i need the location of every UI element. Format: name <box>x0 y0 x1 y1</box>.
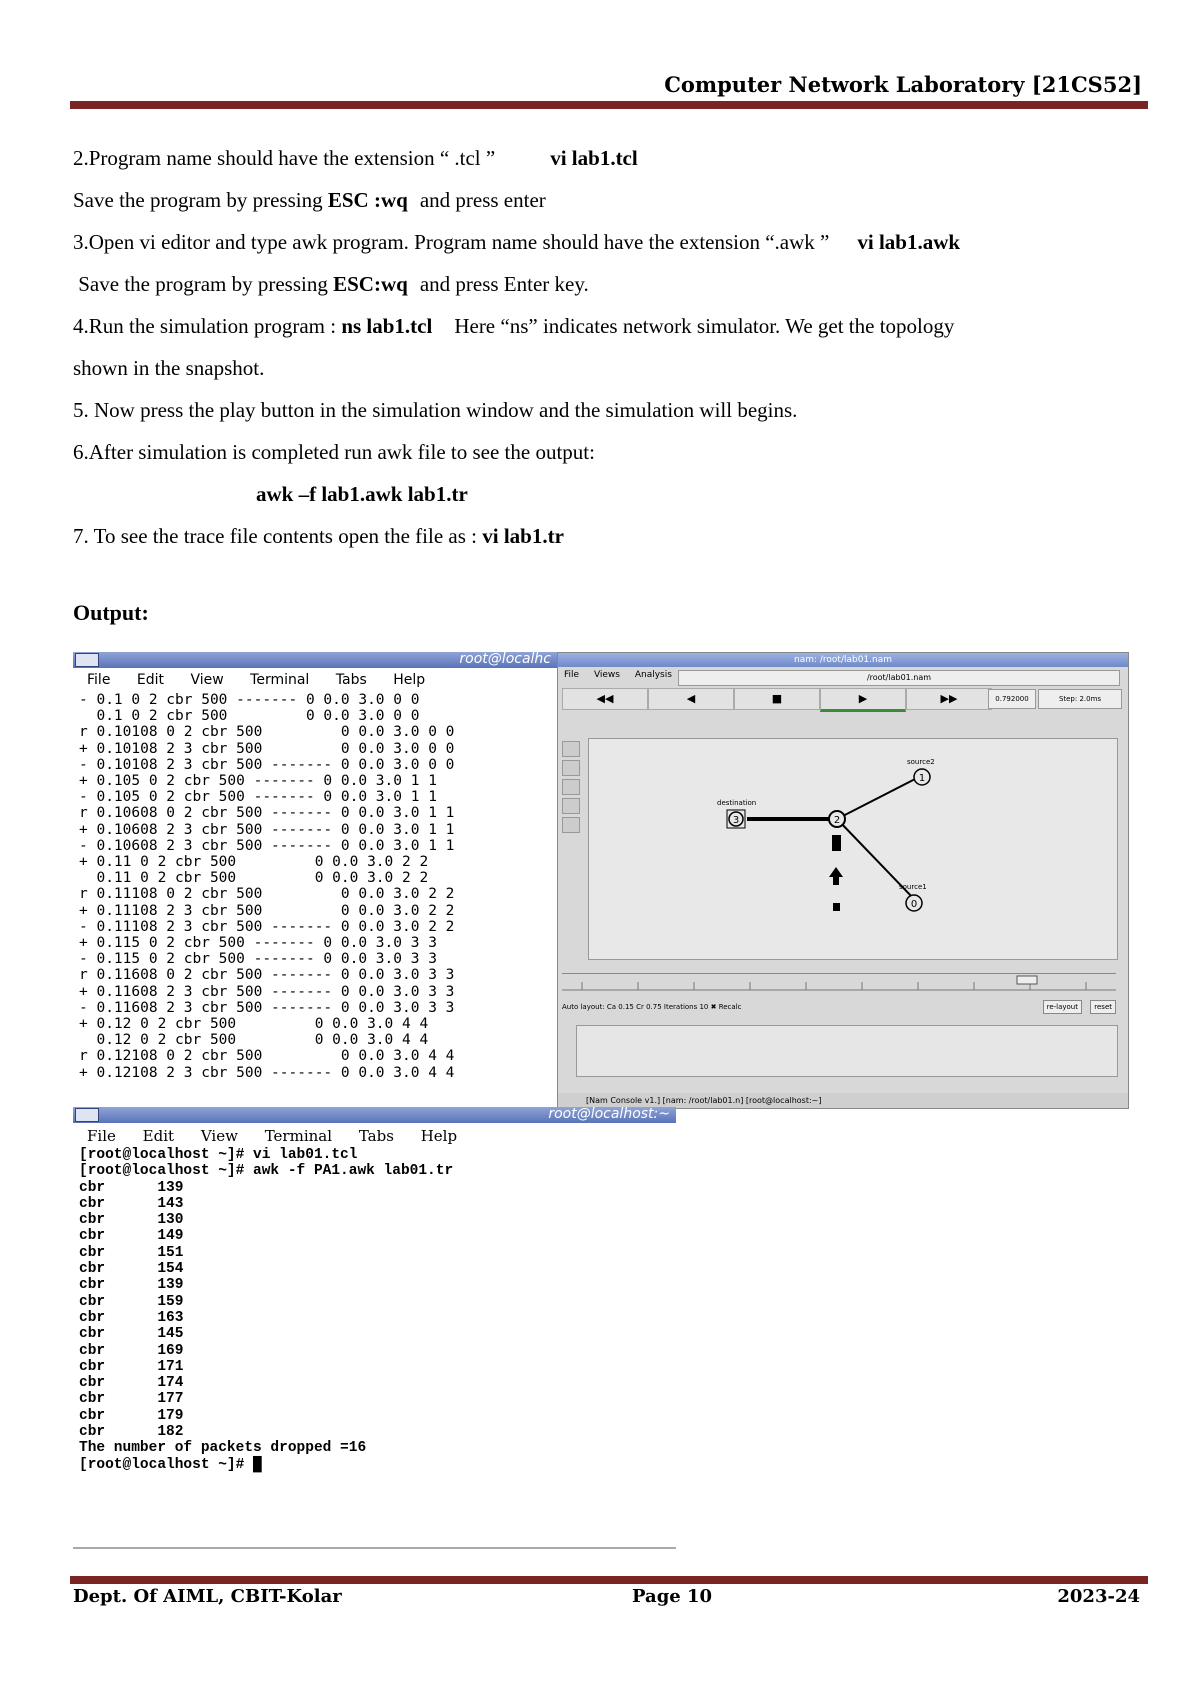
footer-rule <box>70 1576 1148 1584</box>
packet <box>833 903 840 911</box>
awk-line: cbr 169 <box>79 1342 184 1359</box>
stop-button[interactable]: ■ <box>734 688 820 710</box>
menu-edit[interactable]: Edit <box>142 1127 175 1145</box>
node-2-label: 2 <box>833 815 841 826</box>
refresh-icon[interactable] <box>562 798 580 814</box>
trace-line: 0.1 0 2 cbr 500 0 0.0 3.0 0 0 <box>79 708 420 725</box>
window-menu-button[interactable] <box>75 1108 99 1122</box>
trace-terminal-output <box>73 692 557 1081</box>
step-6-cmd: awk –f lab1.awk lab1.tr <box>256 482 468 506</box>
trace-line: r 0.11608 0 2 cbr 500 ------- 0 0.0 3.0 3 3 <box>79 967 455 984</box>
step-5: 5. Now press the play button in the simulation window and the simulation will begins. <box>73 398 798 422</box>
nam-topology-canvas[interactable] <box>588 738 1118 960</box>
step-7: 7. To see the trace file contents open the file as : vi lab1.tr <box>73 524 564 548</box>
rewind-button[interactable]: ◀◀ <box>562 688 648 710</box>
trace-line: 0.12 0 2 cbr 500 0 0.0 3.0 4 4 <box>79 1032 429 1049</box>
awk-line: [root@localhost ~]# █ <box>79 1456 262 1473</box>
menu-file[interactable]: File <box>87 1127 116 1145</box>
awk-line: cbr 130 <box>79 1212 184 1229</box>
nam-step-control[interactable]: Step: 2.0ms <box>1038 689 1122 709</box>
trace-line: - 0.10608 2 3 cbr 500 ------- 0 0.0 3.0 1 1 <box>79 837 455 854</box>
awk-line: The number of packets dropped =16 <box>79 1440 367 1457</box>
step-2: 2.Program name should have the extension “ .tcl ” vi lab1.tcl <box>73 146 638 170</box>
destination-label: destination <box>717 799 757 807</box>
step-2-save: Save the program by pressing ESC :wq and press enter <box>73 188 546 212</box>
awk-line: cbr 182 <box>79 1424 184 1441</box>
trace-line: r 0.10608 0 2 cbr 500 ------- 0 0.0 3.0 1 1 <box>79 805 455 822</box>
trace-line: - 0.105 0 2 cbr 500 ------- 0 0.0 3.0 1 1 <box>79 789 437 806</box>
trace-terminal-menubar <box>73 668 557 692</box>
auto-layout-settings: Auto layout: Ca 0.15 Cr 0.75 Iterations 10 ✖ Recalc <box>562 1003 742 1011</box>
trace-line: + 0.11608 2 3 cbr 500 ------- 0 0.0 3.0 3 3 <box>79 983 455 1000</box>
awk-line: cbr 154 <box>79 1261 184 1278</box>
menu-terminal[interactable]: Terminal <box>250 672 310 688</box>
play-button[interactable]: ▶ <box>820 688 906 712</box>
relayout-button[interactable]: re-layout <box>1043 1000 1082 1014</box>
awk-line: [root@localhost ~]# vi lab01.tcl <box>79 1147 358 1163</box>
awk-line: cbr 174 <box>79 1375 184 1392</box>
pan-icon[interactable] <box>562 779 580 795</box>
awk-terminal-title: root@localhost:~ <box>548 1107 670 1122</box>
packet <box>833 877 839 885</box>
node-3-label: 3 <box>732 815 740 826</box>
menu-tabs[interactable]: Tabs <box>335 672 367 688</box>
zoom-out-icon[interactable] <box>562 760 580 776</box>
awk-terminal-output <box>73 1147 676 1473</box>
awk-line: cbr 139 <box>79 1277 184 1294</box>
window-menu-button[interactable] <box>75 653 99 667</box>
nam-playback-controls <box>562 688 982 710</box>
nam-auto-layout-params <box>562 1003 1118 1011</box>
nam-menu-analysis[interactable]: Analysis <box>634 670 672 680</box>
menu-help[interactable]: Help <box>393 672 426 688</box>
nam-menu-file[interactable]: File <box>564 670 580 680</box>
topology-diagram <box>589 739 1117 959</box>
awk-line: cbr 151 <box>79 1244 184 1261</box>
trace-terminal-title: root@localhc <box>459 652 551 667</box>
awk-line: cbr 143 <box>79 1195 184 1212</box>
trace-line: + 0.12 0 2 cbr 500 0 0.0 3.0 4 4 <box>79 1016 429 1033</box>
menu-view[interactable]: View <box>190 672 224 688</box>
page-header-title: Computer Network Laboratory [21CS52] <box>664 72 1142 97</box>
trace-line: 0.11 0 2 cbr 500 0 0.0 3.0 2 2 <box>79 870 429 887</box>
instructions <box>73 137 1133 557</box>
reset-button[interactable]: reset <box>1090 1000 1116 1014</box>
trace-line: + 0.11108 2 3 cbr 500 0 0.0 3.0 2 2 <box>79 902 455 919</box>
step-4: 4.Run the simulation program : ns lab1.tcl Here “ns” indicates network simulator. We get the topology <box>73 314 955 338</box>
nam-timeline-slider[interactable] <box>562 973 1116 996</box>
footer-dept: Dept. Of AIML, CBIT-Kolar <box>73 1586 342 1607</box>
awk-line: cbr 145 <box>79 1326 184 1343</box>
nam-time-display: 0.792000 <box>988 689 1036 709</box>
awk-terminal-titlebar <box>73 1107 676 1123</box>
trace-line: - 0.11108 2 3 cbr 500 ------- 0 0.0 3.0 2 2 <box>79 918 455 935</box>
footer-page: Page 10 <box>632 1586 713 1607</box>
zoom-in-icon[interactable] <box>562 741 580 757</box>
trace-terminal-window <box>73 652 557 1107</box>
awk-line: cbr 149 <box>79 1228 184 1245</box>
trace-line: - 0.11608 2 3 cbr 500 ------- 0 0.0 3.0 3 3 <box>79 999 455 1016</box>
nam-file-field: /root/lab01.nam <box>678 670 1120 686</box>
awk-line: cbr 159 <box>79 1293 184 1310</box>
packet-queue <box>832 835 841 851</box>
trace-line: + 0.11 0 2 cbr 500 0 0.0 3.0 2 2 <box>79 854 429 871</box>
trace-line: r 0.10108 0 2 cbr 500 0 0.0 3.0 0 0 <box>79 724 455 741</box>
nam-annotation-log <box>576 1025 1118 1077</box>
output-label: Output: <box>73 600 149 625</box>
trace-line: - 0.10108 2 3 cbr 500 ------- 0 0.0 3.0 0 0 <box>79 756 455 773</box>
source1-label: source1 <box>899 883 927 891</box>
step-3-save: Save the program by pressing ESC:wq and press Enter key. <box>78 272 589 296</box>
footer-year: 2023-24 <box>1057 1586 1140 1607</box>
step-3: 3.Open vi editor and type awk program. Program name should have the extension “.awk ” vi lab1.awk <box>73 230 961 254</box>
nam-zoom-tools <box>562 738 584 958</box>
source2-label: source2 <box>907 758 935 766</box>
awk-terminal-window <box>73 1107 676 1549</box>
trace-line: + 0.12108 2 3 cbr 500 ------- 0 0.0 3.0 4 4 <box>79 1064 455 1081</box>
awk-line: cbr 177 <box>79 1391 184 1408</box>
awk-line: cbr 163 <box>79 1309 184 1326</box>
node-icon[interactable] <box>562 817 580 833</box>
step-4-cont: shown in the snapshot. <box>73 356 265 380</box>
trace-line: + 0.115 0 2 cbr 500 ------- 0 0.0 3.0 3 3 <box>79 935 437 952</box>
step-6: 6.After simulation is completed run awk file to see the output: <box>73 440 595 464</box>
awk-line: cbr 179 <box>79 1407 184 1424</box>
node-0-label: 0 <box>910 899 918 910</box>
menu-file[interactable]: File <box>87 672 111 688</box>
menu-tabs[interactable]: Tabs <box>358 1127 394 1145</box>
trace-line: r 0.11108 0 2 cbr 500 0 0.0 3.0 2 2 <box>79 886 455 903</box>
awk-line: cbr 171 <box>79 1358 184 1375</box>
menu-edit[interactable]: Edit <box>136 672 165 688</box>
header-rule <box>70 101 1148 109</box>
trace-line: - 0.1 0 2 cbr 500 ------- 0 0.0 3.0 0 0 <box>79 692 420 708</box>
desktop-taskbar: [Nam Console v1.] [nam: /root/lab01.n] [root@localhost:~] <box>558 1093 1129 1108</box>
back-button[interactable]: ◀ <box>648 688 734 710</box>
menu-help[interactable]: Help <box>420 1127 458 1145</box>
link-2-1 <box>837 777 919 819</box>
trace-line: + 0.10608 2 3 cbr 500 ------- 0 0.0 3.0 1 1 <box>79 821 455 838</box>
awk-line: cbr 139 <box>79 1179 184 1196</box>
drop-arrow-icon <box>829 867 843 877</box>
trace-line: + 0.10108 2 3 cbr 500 0 0.0 3.0 0 0 <box>79 740 455 757</box>
trace-line: - 0.115 0 2 cbr 500 ------- 0 0.0 3.0 3 3 <box>79 951 437 968</box>
trace-line: + 0.105 0 2 cbr 500 ------- 0 0.0 3.0 1 1 <box>79 773 437 790</box>
nam-menu-views[interactable]: Views <box>593 670 620 680</box>
nam-window <box>557 652 1129 1109</box>
trace-terminal-titlebar <box>73 652 557 668</box>
menu-view[interactable]: View <box>200 1127 238 1145</box>
awk-terminal-menubar <box>73 1123 676 1147</box>
node-1-label: 1 <box>918 773 926 784</box>
fast-forward-button[interactable]: ▶▶ <box>906 688 992 710</box>
menu-terminal[interactable]: Terminal <box>264 1127 333 1145</box>
awk-line: [root@localhost ~]# awk -f PA1.awk lab01.tr <box>79 1163 454 1180</box>
trace-line: r 0.12108 0 2 cbr 500 0 0.0 3.0 4 4 <box>79 1048 455 1065</box>
nam-titlebar: nam: /root/lab01.nam <box>558 653 1128 667</box>
